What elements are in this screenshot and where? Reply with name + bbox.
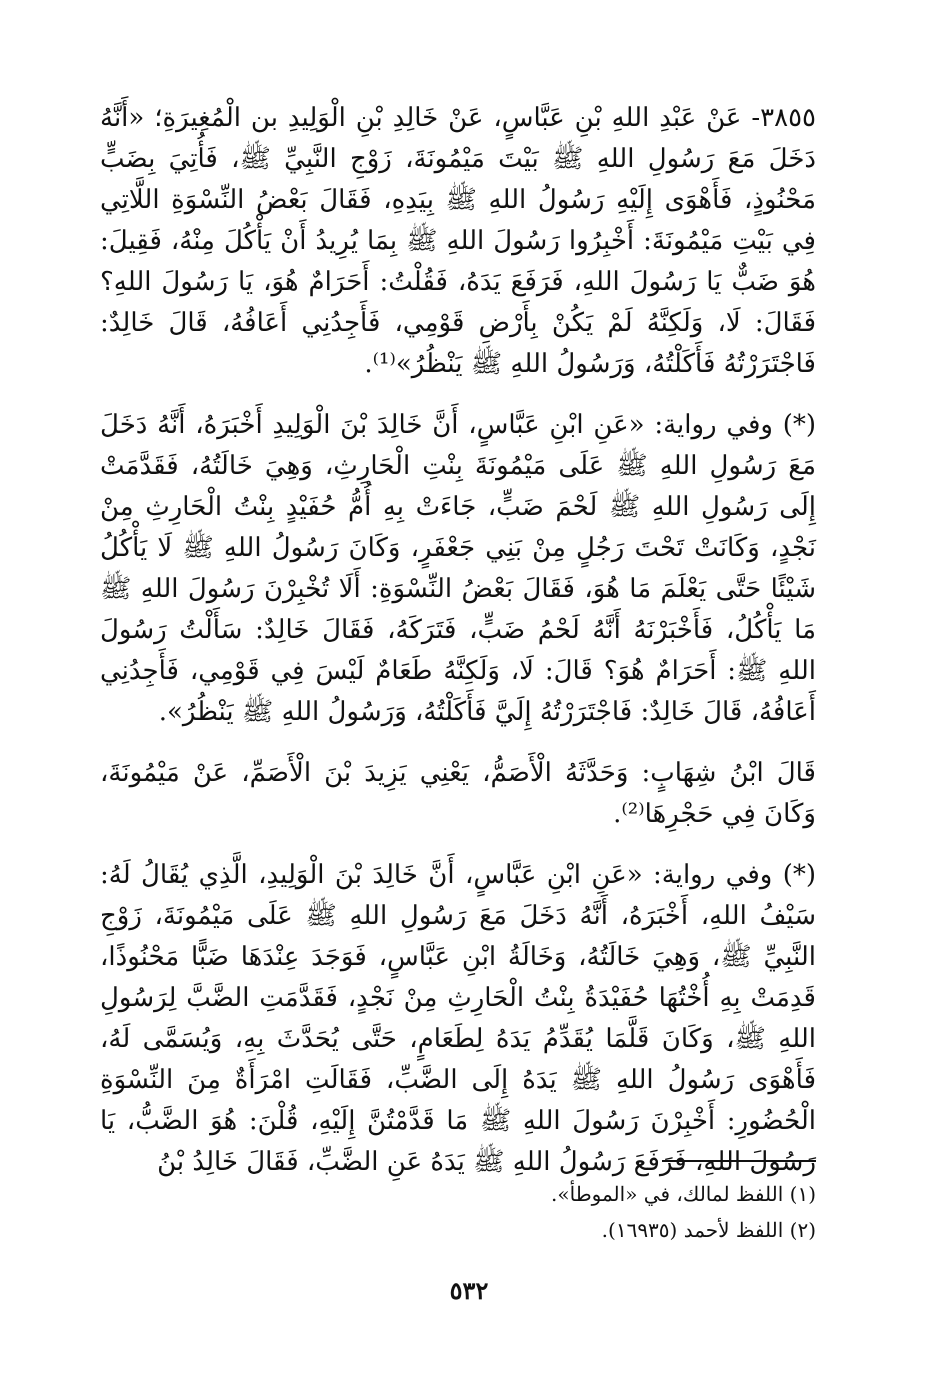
hadith-paragraph: ٣٨٥٥- عَنْ عَبْدِ اللهِ بْنِ عَبَّاسٍ، عَنْ خَالِدِ بْنِ الْوَلِيدِ بن الْمُغِيرَةِ؛ «أَنَّهُ دَخَلَ مَعَ رَسُولِ اللهِ ﷺ بَيْتَ مَيْمُونَةَ، زَوْجِ النَّبِيِّ ﷺ، فَأُتِيَ بِضَبٍّ مَحْنُوذٍ، فَأَهْوَى إِلَيْهِ رَسُولُ اللهِ ﷺ بِيَدِهِ، فَقَالَ بَعْضُ النِّسْوَةِ اللَّاتِي فِي بَيْتِ مَيْمُونَةَ: أَخْبِرُوا رَسُولَ اللهِ ﷺ بِمَا يُرِيدُ أَنْ يَأْكُلَ مِنْهُ، فَقِيلَ: هُوَ ضَبٌّ يَا رَسُولَ اللهِ، فَرَفَعَ يَدَهُ، فَقُلْتُ: أَحَرَامٌ هُوَ، يَا رَسُولَ اللهِ؟ فَقَالَ: لَا، وَلَكِنَّهُ لَمْ يَكُنْ بِأَرْضِ قَوْمِي، فَأَجِدُنِي أَعَافُهُ، قَالَ خَالِدٌ: فَاجْتَرَرْتُهُ فَأَكَلْتُهُ، وَرَسُولُ اللهِ ﷺ يَنْظُرُ»⁽¹⁾. (100, 103, 816, 379)
footnote-1: (١) اللفظ لمالك، في «الموطأ». (551, 1182, 816, 1206)
footnotes (100, 1176, 816, 1248)
footnote-divider (662, 1160, 816, 1162)
narration-paragraph: (*) وفي رواية: «عَنِ ابْنِ عَبَّاسٍ، أَنَّ خَالِدَ بْنَ الْوَلِيدِ أَخْبَرَهُ، أَنَّهُ دَخَلَ مَعَ رَسُولِ اللهِ ﷺ عَلَى مَيْمُونَةَ بِنْتِ الْحَارِثِ، وَهِيَ خَالَتُهُ، فَقَدَّمَتْ إِلَى رَسُولِ اللهِ ﷺ لَحْمَ ضَبٍّ، جَاءَتْ بِهِ أُمُّ حُفَيْدٍ بِنْتُ الْحَارِثِ مِنْ نَجْدٍ، وَكَانَتْ تَحْتَ رَجُلٍ مِنْ بَنِي جَعْفَرٍ، وَكَانَ رَسُولُ اللهِ ﷺ لَا يَأْكُلُ شَيْئًا حَتَّى يَعْلَمَ مَا هُوَ، فَقَالَ بَعْضُ النِّسْوَةِ: أَلَا تُخْبِرْنَ رَسُولَ اللهِ ﷺ مَا يَأْكُلُ، فَأَخْبَرْنَهُ أَنَّهُ لَحْمُ ضَبٍّ، فَتَرَكَهُ، فَقَالَ خَالِدٌ: سَأَلْتُ رَسُولَ اللهِ ﷺ: أَحَرَامٌ هُوَ؟ قَالَ: لَا، وَلَكِنَّهُ طَعَامٌ لَيْسَ فِي قَوْمِي، فَأَجِدُنِي أَعَافُهُ، قَالَ خَالِدٌ: فَاجْتَرَرْتُهُ إِلَيَّ فَأَكَلْتُهُ، وَرَسُولُ اللهِ ﷺ يَنْظُرُ». (100, 410, 816, 727)
footnote-2: (٢) اللفظ لأحمد (١٦٩٣٥). (601, 1218, 816, 1242)
narration-note-paragraph: قَالَ ابْنُ شِهَابٍ: وَحَدَّثَهُ الْأَصَمُّ، يَعْنِي يَزِيدَ بْنَ الْأَصَمِّ، عَنْ مَيْمُونَةَ، وَكَانَ فِي حَجْرِهَا⁽²⁾. (100, 758, 816, 829)
main-text (100, 98, 816, 1183)
narration-paragraph: (*) وفي رواية: «عَنِ ابْنِ عَبَّاسٍ، أَنَّ خَالِدَ بْنَ الْوَلِيدِ، الَّذِي يُقَالُ لَهُ: سَيْفُ اللهِ، أَخْبَرَهُ، أَنَّهُ دَخَلَ مَعَ رَسُولِ اللهِ ﷺ عَلَى مَيْمُونَةَ، زَوْجِ النَّبِيِّ ﷺ، وَهِيَ خَالَتُهُ، وَخَالَةُ ابْنِ عَبَّاسٍ، فَوَجَدَ عِنْدَهَا ضَبًّا مَحْنُوذًا، قَدِمَتْ بِهِ أُخْتُهَا حُفَيْدَةُ بِنْتُ الْحَارِثِ مِنْ نَجْدٍ، فَقَدَّمَتِ الضَّبَّ لِرَسُولِ اللهِ ﷺ، وَكَانَ قَلَّمَا يُقَدِّمُ يَدَهُ لِطَعَامٍ، حَتَّى يُحَدَّثَ بِهِ، وَيُسَمَّى لَهُ، فَأَهْوَى رَسُولُ اللهِ ﷺ يَدَهُ إِلَى الضَّبِّ، فَقَالَتِ امْرَأَةٌ مِنَ النِّسْوَةِ الْحُضُورِ: أَخْبِرْنَ رَسُولَ اللهِ ﷺ مَا قَدَّمْتُنَّ إِلَيْهِ، قُلْنَ: هُوَ الضَّبُّ، يَا رَسُولَ اللهِ، فَرَفَعَ رَسُولُ اللهِ ﷺ يَدَهُ عَنِ الضَّبِّ، فَقَالَ خَالِدُ بْنُ (100, 860, 816, 1177)
page-number: ٥٣٢ (449, 1276, 489, 1305)
